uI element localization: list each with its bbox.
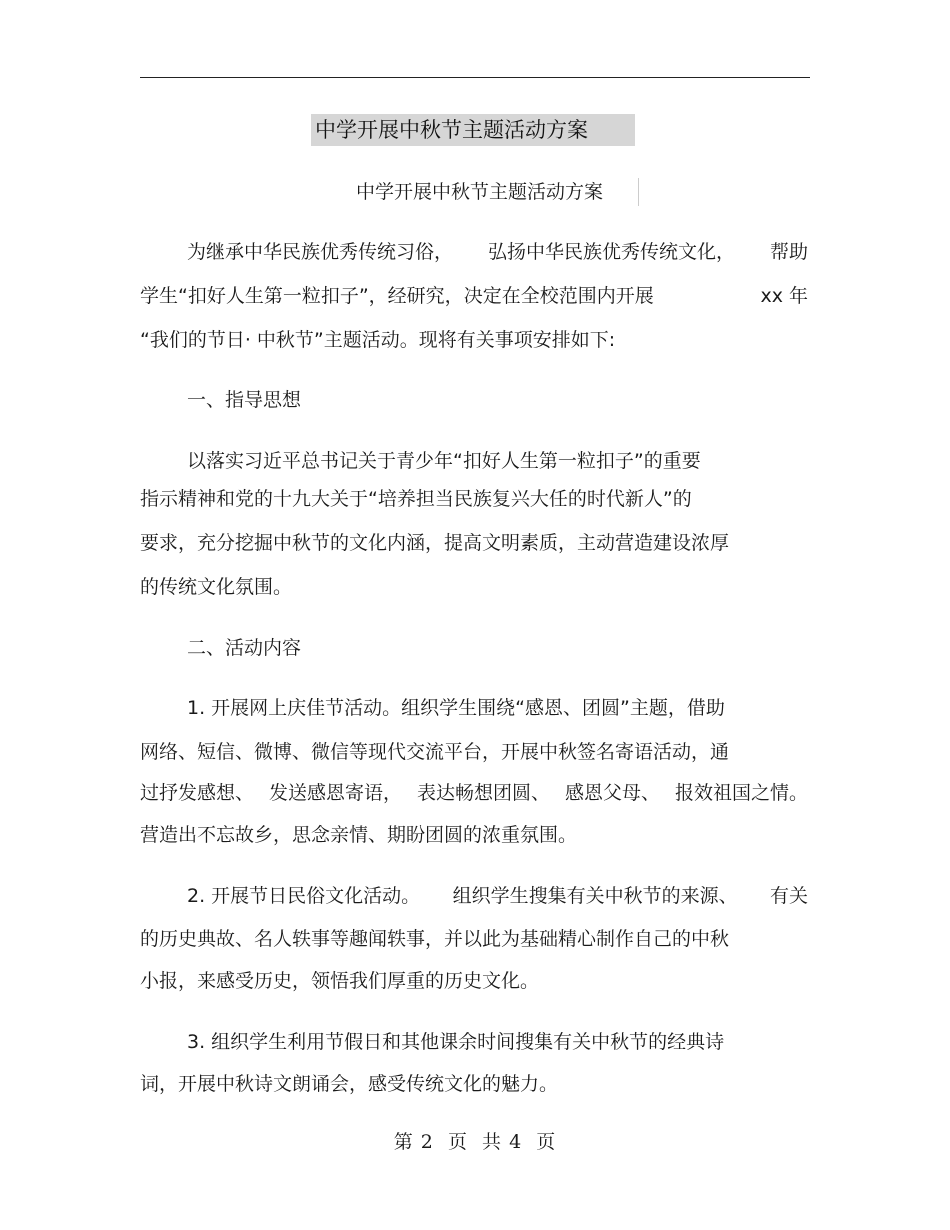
intro-line-2 (140, 282, 808, 310)
intro-line-2-part-2: xx 年 (760, 285, 808, 307)
item-1-line-2: 网络、短信、微博、微信等现代交流平台，开展中秋签名寄语活动，通 (140, 741, 730, 763)
item-2-line-1-part-2: 组织学生搜集有关中秋节的来源、 (452, 885, 738, 907)
item-3-line-2: 词，开展中秋诗文朗诵会，感受传统文化的魅力。 (140, 1073, 559, 1095)
document-title: 中学开展中秋节主题活动方案 (311, 114, 635, 146)
intro-line-3: “我们的节日· 中秋节”主题活动。现将有关事项安排如下: (140, 329, 616, 351)
item-1-line-3-part-1: 过抒发感想、 (140, 782, 255, 804)
section-1-line-3: 要求，充分挖掘中秋节的文化内涵，提高文明素质，主动营造建设浓厚 (140, 532, 730, 554)
section-1-line-1: 以落实习近平总书记关于青少年“扣好人生第一粒扣子”的重要 (187, 450, 701, 472)
item-1-line-3-part-2: 发送感恩寄语， (268, 782, 402, 804)
item-1-line-3-part-4: 感恩父母、 (564, 782, 660, 804)
section-2-heading: 二、活动内容 (187, 637, 302, 659)
item-1-line-3 (140, 779, 808, 807)
item-2-line-1-part-1: 2. 开展节日民俗文化活动。 (187, 885, 421, 907)
section-1-line-4: 的传统文化氛围。 (140, 576, 293, 598)
document-subtitle: 中学开展中秋节主题活动方案 (356, 178, 639, 206)
intro-line-1-part-1: 为继承中华民族优秀传统习俗， (187, 241, 454, 263)
section-1-heading: 一、指导思想 (187, 389, 302, 411)
header-rule (140, 77, 810, 78)
item-1-line-3-part-5: 报效祖国之情。 (674, 782, 808, 804)
item-2-line-1-part-3: 有关 (769, 885, 808, 907)
item-3-line-1: 3. 组织学生利用节假日和其他课余时间搜集有关中秋节的经典诗 (187, 1031, 725, 1053)
intro-line-1 (187, 238, 808, 266)
item-2-line-2: 的历史典故、名人轶事等趣闻轶事，并以此为基础精心制作自己的中秋 (140, 928, 730, 950)
item-1-line-3-part-3: 表达畅想团圆、 (416, 782, 550, 804)
page-number-footer: 第 2 页 共 4 页 (393, 1131, 557, 1153)
item-1-line-4: 营造出不忘故乡，思念亲情、期盼团圆的浓重氛围。 (140, 824, 578, 846)
intro-line-2-part-1: 学生“扣好人生第一粒扣子”，经研究，决定在全校范围内开展 (140, 285, 654, 307)
intro-line-1-part-2: 弘扬中华民族优秀传统文化， (487, 241, 735, 263)
item-2-line-3: 小报，来感受历史，领悟我们厚重的历史文化。 (140, 970, 540, 992)
intro-line-1-part-3: 帮助 (769, 241, 808, 263)
section-1-line-2: 指示精神和党的十九大关于“培养担当民族复兴大任的时代新人”的 (140, 488, 692, 510)
item-2-line-1 (187, 882, 808, 910)
item-1-line-1: 1. 开展网上庆佳节活动。组织学生围绕“感恩、团圆”主题，借助 (187, 697, 725, 719)
